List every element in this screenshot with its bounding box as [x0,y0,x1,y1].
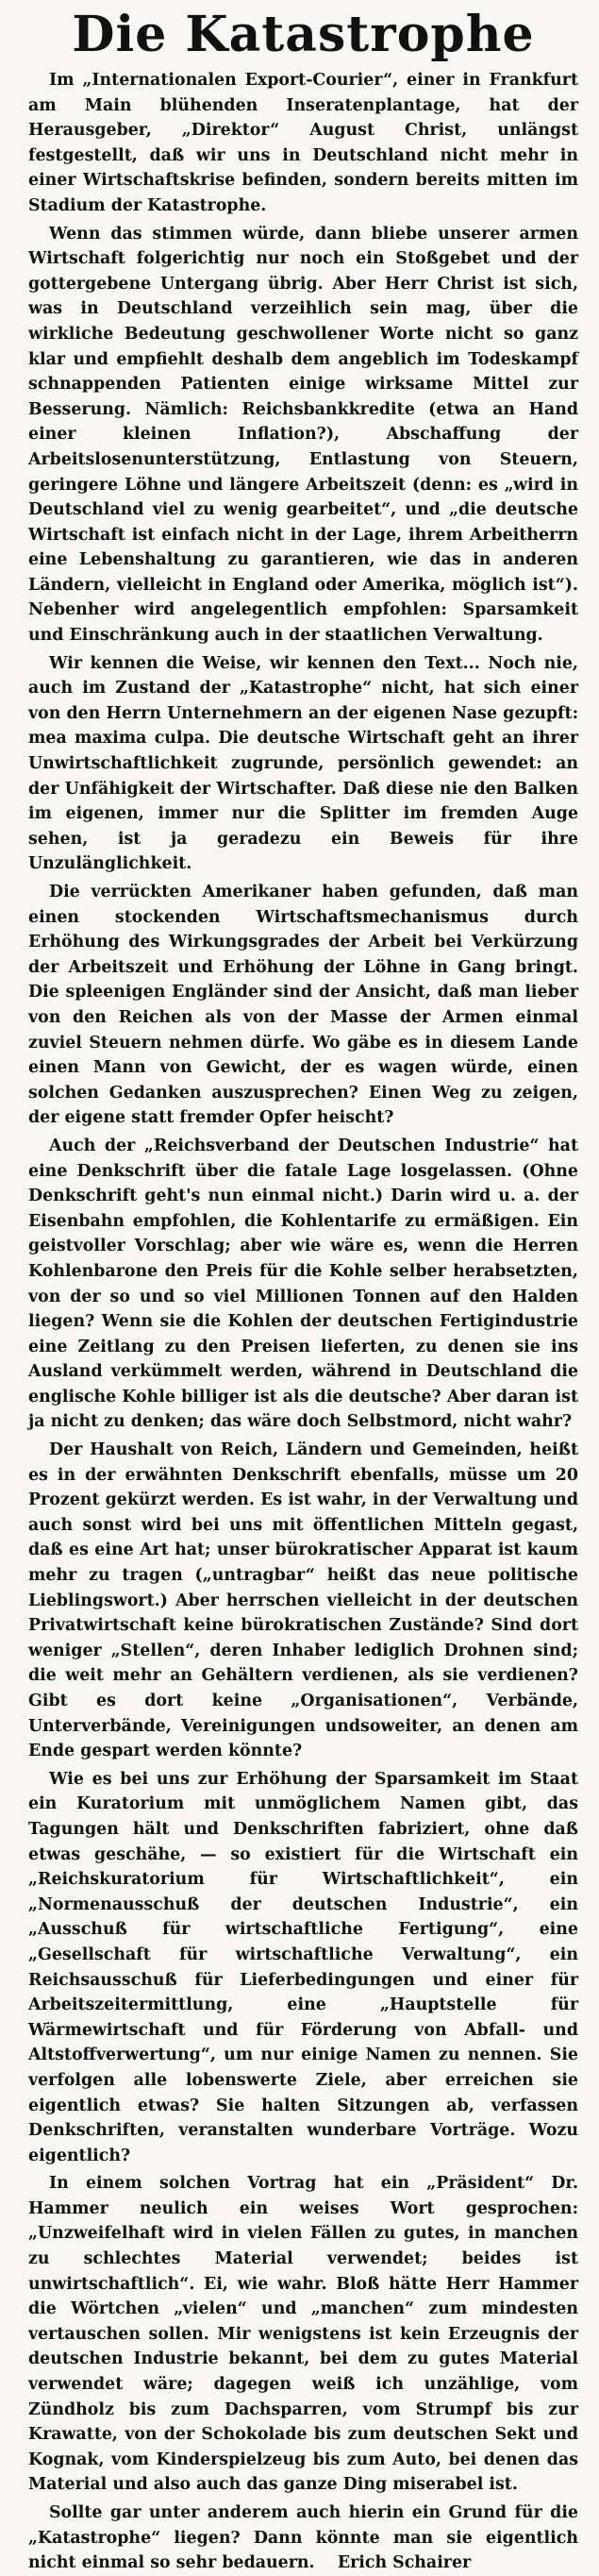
paragraph-1: Im „Internationalen Export-Courier“, einer in Frankfurt am Main blühenden Inseratenplantage, hat der Herausgeber, „Direktor“ August Christ, unlängst festgestellt, daß wir uns in Deutschland nicht mehr in einer Wirtschaftskrise befinden, sondern bereits mitten im Stadium der Katastrophe. [28,71,578,215]
paragraph-9-text: Sollte gar unter anderem auch hierin ein Grund für die „Katastrophe“ liegen? Dann könnte man sie eigentlich nicht einmal so sehr bedauern. [28,2503,578,2573]
paragraph-9 [28,2500,578,2576]
author-signature: Erich Schairer [337,2553,472,2573]
paragraph-5: Auch der „Reichsverband der Deutschen Industrie“ hat eine Denkschrift über die fatale Lage losgelassen. (Ohne Denkschrift geht's nun einmal nicht.) Darin wird u. a. der Eisenbahn empfohlen, die Kohlentarife zu ermäßigen. Ein geistvoller Vorschlag; aber wie wäre es, wenn die Herren Kohlenbarone den Preis für die Kohle selber herabsetzten, von der so und so viel Millionen Tonnen auf den Halden liegen? Wenn sie die Kohlen der deutschen Fertigindustrie eine Zeitlang zu den Preisen lieferten, zu denen sie ins Ausland verkümmelt werden, während in Deutschland die englische Kohle billiger ist als die deutsche? Aber daran ist ja nicht zu denken; das wäre doch Selbstmord, nicht wahr? [28,1136,578,1432]
paragraph-3: Wir kennen die Weise, wir kennen den Text... Noch nie, auch im Zustand der „Katastrophe“ nicht, hat sich einer von den Herrn Unternehmern an der eigenen Nase gezupft: mea maxima culpa. Die deutsche Wirtschaft geht an ihrer Unwirtschaftlichkeit zugrunde, persönlich gewendet: an der Unfähigkeit der Wirtschafter. Daß diese nie den Balken im eigenen, immer nur die Splitter im fremden Auge sehen, ist ja geradezu ein Beweis für ihre Unzulänglichkeit. [28,653,578,874]
article-title: Die Katastrophe [72,6,535,63]
paragraph-8: In einem solchen Vortrag hat ein „Präsident“ Dr. Hammer neulich ein weises Wort gesprochen: „Unzweifelhaft wird in vielen Fällen zu gutes, in manchen zu schlechtes Material verwendet; beides ist unwirtschaftlich“. Ei, wie wahr. Bloß hätte Herr Hammer die Wörtchen „vielen“ und „manchen“ zum mindesten vertauschen sollen. Mir wenigstens ist kein Erzeugnis der deutschen Industrie bekannt, bei dem zu gutes Material verwendet wäre; dagegen weiß ich unzählige, vom Zündholz bis zum Dachsparren, vom Strumpf bis zur Krawatte, von der Schokolade bis zum deutschen Sekt und Kognak, vom Kinderspielzeug bis zum Auto, bei denen das Material und also auch das ganze Ding miserabel ist. [28,2174,578,2495]
paragraph-7: Wie es bei uns zur Erhöhung der Sparsamkeit im Staat ein Kuratorium mit unmöglichem Namen gibt, das Tagungen hält und Denkschriften fabriziert, ohne daß etwas geschähe, — so existiert für die Wirtschaft ein „Reichskuratorium für Wirtschaftlichkeit“, ein „Normenausschuß der deutschen Industrie“, ein „Ausschuß für wirtschaftliche Fertigung“, eine „Gesellschaft für wirtschaftliche Verwaltung“, ein Reichsausschuß für Lieferbedingungen und einer für Arbeitszeitermittlung, eine „Hauptstelle für Wärmewirtschaft und für Förderung von Abfall- und Altstoffverwertung“, um nur einige Namen zu nennen. Sie verfolgen alle lobenswerte Ziele, aber erreichen sie eigentlich etwas? Sie halten Sitzungen ab, verfassen Denkschriften, veranstalten wunderbare Vorträge. Wozu eigentlich? [28,1769,578,2165]
paragraph-6: Der Haushalt von Reich, Ländern und Gemeinden, heißt es in der erwähnten Denkschrift ebenfalls, müsse um 20 Prozent gekürzt werden. Es ist wahr, in der Verwaltung und auch sonst wird bei uns mit öffentlichen Mitteln gegast, daß es eine Art hat; unser bürokratischer Apparat ist kaum mehr zu tragen („untragbar“ heißt das neue politische Lieblingswort.) Aber herrschen vielleicht in der deutschen Privatwirtschaft keine bürokratischen Zustände? Sind dort weniger „Stellen“, deren Inhaber lediglich Drohnen sind; die weit mehr an Gehältern verdienen, als sie verdienen? Gibt es dort keine „Organisationen“, Verbände, Unterverbände, Vereinigungen undsoweiter, an denen am Ende gespart werden könnte? [28,1440,578,1761]
paragraph-4: Die verrückten Amerikaner haben gefunden, daß man einen stockenden Wirtschaftsmechanismus durch Erhöhung des Wirkungsgrades der Arbeit bei Verkürzung der Arbeitszeit und Erhöhung der Löhne in Gang bringt. Die spleenigen Engländer sind der Ansicht, daß man lieber von den Reichen als von der Masse der Armen einmal zuviel Steuern nehmen dürfe. Wo gäbe es in diesem Lande einen Mann von Gewicht, der es wagen würde, einen solchen Gedanken auszusprechen? Einen Weg zu zeigen, der eigene statt fremder Opfer heischt? [28,883,578,1128]
paragraph-2: Wenn das stimmen würde, dann bliebe unserer armen Wirtschaft folgerichtig nur noch ein Stoßgebet und der gottergebene Untergang übrig. Aber Herr Christ ist sich, was in Deutschland verzeihlich sein mag, über die wirkliche Bedeutung geschwollener Worte nicht so ganz klar und empfiehlt deshalb dem angeblich im Todeskampf schnappenden Patienten einige wirksame Mittel zur Besserung. Nämlich: Reichsbankkredite (etwa an Hand einer kleinen Inflation?), Abschaffung der Arbeitslosenunterstützung, Entlastung von Steuern, geringere Löhne und längere Arbeitszeit (denn: es „wird in Deutschland viel zu wenig gearbeitet“, und „die deutsche Wirtschaft ist einfach nicht in der Lage, ihrem Arbeitherrn eine Lebenshaltung zu garantieren, wie das in anderen Ländern, vielleicht in England oder Amerika, möglich ist“). Nebenher wird angelegentlich empfohlen: Sparsamkeit und Einschränkung auch in der staatlichen Verwaltung. [28,224,578,646]
